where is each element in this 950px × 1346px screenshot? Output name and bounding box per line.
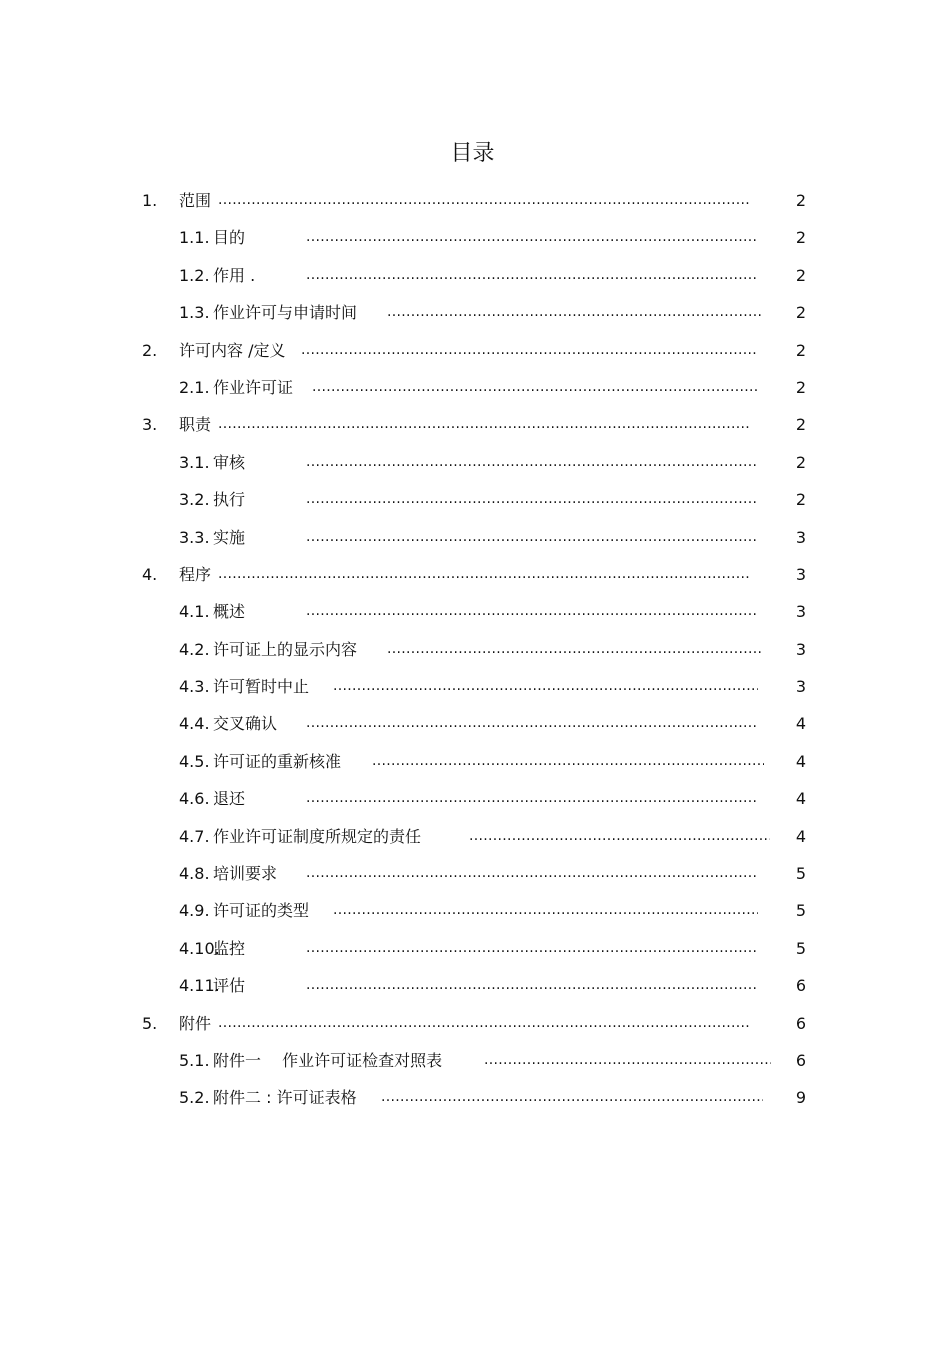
toc-entry[interactable] [0,556,950,593]
toc-leader-dots [306,219,758,256]
toc-entry-number: 5.1. [179,1050,210,1070]
toc-entry-label: 退还 [213,789,246,809]
toc-entry-label: 范围 [179,191,212,210]
toc-entry-page: 3 [795,527,806,547]
toc-entry-number: 3.2. [179,490,210,510]
toc-entry-label: 实施 [213,527,246,547]
toc-entry-page: 4 [795,826,806,846]
toc-entry-number: 4.11. [179,976,220,996]
toc-entry-number: 4.2. [179,639,210,659]
toc-entry-number: 4.6. [179,789,210,809]
toc-entry-number: 1. [142,191,158,210]
toc-leader-dots [469,818,770,855]
toc-leader-dots [306,519,758,556]
toc-leader-dots [306,257,758,294]
toc-entry[interactable] [0,593,950,630]
toc-entry-page: 2 [795,228,806,248]
toc-leader-dots [218,1005,751,1042]
toc-entry-number: 4.7. [179,826,210,846]
toc-entry-page: 4 [795,714,806,734]
toc-entry[interactable] [0,519,950,556]
toc-entry-label: 概述 [213,602,246,622]
toc-entry-page: 3 [795,677,806,697]
toc-entry-label: 附件一 作业许可证检查对照表 [213,1050,443,1070]
toc-leader-dots [333,892,758,929]
toc-entry-label: 评估 [213,976,246,996]
toc-entry[interactable] [0,406,950,443]
toc-entry[interactable] [0,855,950,892]
toc-leader-dots [306,967,758,1004]
toc-entry-page: 9 [795,1088,806,1108]
toc-entry-label: 审核 [213,452,246,472]
toc-entry[interactable] [0,668,950,705]
toc-entry-number: 1.1. [179,228,210,248]
toc-entry-page: 3 [795,564,806,584]
toc-entry-label: 作用 . [213,265,256,285]
toc-entry[interactable] [0,967,950,1004]
toc-entry[interactable] [0,1079,950,1116]
toc-leader-dots [306,593,758,630]
toc-leader-dots [372,743,764,780]
toc-entry-number: 4. [142,564,158,584]
toc-leader-dots [306,855,758,892]
toc-entry-label: 职责 [179,415,212,435]
toc-leader-dots [484,1042,771,1079]
toc-entry-label: 许可暂时中止 [213,677,310,697]
toc-leader-dots [387,631,763,668]
toc-leader-dots [306,930,758,967]
toc-entry-page: 2 [795,265,806,285]
toc-entry-label: 目的 [213,228,246,248]
toc-entry[interactable] [0,892,950,929]
toc-entry[interactable] [0,444,950,481]
toc-entry-label: 作业许可证 [213,377,294,397]
toc-entry-number: 3.3. [179,527,210,547]
toc-entry-page: 6 [795,976,806,996]
toc-entry-number: 2. [142,340,158,360]
toc-entry-label: 许可内容 /定义 [179,340,286,360]
toc-entry-page: 6 [795,1013,806,1033]
toc-entry-number: 3.1. [179,452,210,472]
toc-entry[interactable] [0,705,950,742]
toc-entry-label: 许可证的类型 [213,901,310,921]
toc-entry-number: 1.3. [179,303,210,323]
toc-entry[interactable] [0,369,950,406]
toc-leader-dots [381,1079,763,1116]
toc-entry-number: 4.10. [179,938,220,958]
toc-entry-label: 作业许可与申请时间 [213,303,358,323]
toc-entry-number: 2.1. [179,377,210,397]
toc-leader-dots [387,294,763,331]
toc-list [0,182,950,1117]
toc-entry-number: 4.1. [179,602,210,622]
toc-entry[interactable] [0,631,950,668]
toc-entry-page: 2 [795,303,806,323]
toc-leader-dots [306,780,758,817]
toc-entry[interactable] [0,1005,950,1042]
toc-entry-label: 执行 [213,490,246,510]
toc-entry[interactable] [0,780,950,817]
toc-entry-label: 许可证的重新核准 [213,751,342,771]
toc-entry-page: 5 [795,901,806,921]
toc-entry-number: 4.5. [179,751,210,771]
toc-entry-label: 监控 [213,938,246,958]
toc-entry-number: 4.4. [179,714,210,734]
toc-entry-page: 5 [795,938,806,958]
toc-leader-dots [306,481,758,518]
toc-leader-dots [218,556,751,593]
toc-entry[interactable] [0,182,950,219]
toc-entry-page: 4 [795,789,806,809]
toc-entry-label: 培训要求 [213,864,278,884]
toc-entry[interactable] [0,257,950,294]
toc-entry-page: 2 [795,191,806,210]
toc-leader-dots [218,406,751,443]
toc-entry[interactable] [0,219,950,256]
toc-entry[interactable] [0,930,950,967]
toc-entry-label: 附件二 : 许可证表格 [213,1088,357,1108]
toc-entry-page: 2 [795,340,806,360]
toc-leader-dots [218,182,751,219]
toc-entry-label: 附件 [179,1013,212,1033]
toc-entry-page: 2 [795,452,806,472]
toc-leader-dots [301,332,757,369]
toc-entry-page: 3 [795,602,806,622]
toc-title: 目录 [450,141,495,166]
toc-leader-dots [312,369,758,406]
toc-entry[interactable] [0,1042,950,1079]
toc-entry-number: 4.9. [179,901,210,921]
toc-entry-page: 3 [795,639,806,659]
toc-entry-number: 4.8. [179,864,210,884]
toc-entry-number: 3. [142,415,158,435]
toc-leader-dots [306,444,758,481]
toc-entry-page: 5 [795,864,806,884]
toc-entry-label: 交叉确认 [213,714,278,734]
toc-entry-number: 4.3. [179,677,210,697]
toc-entry[interactable] [0,294,950,331]
toc-entry-page: 6 [795,1050,806,1070]
toc-leader-dots [306,705,758,742]
toc-entry-page: 2 [795,490,806,510]
toc-entry-label: 作业许可证制度所规定的责任 [213,826,422,846]
toc-entry-page: 2 [795,415,806,435]
toc-entry[interactable] [0,818,950,855]
toc-entry[interactable] [0,481,950,518]
toc-leader-dots [333,668,758,705]
toc-entry[interactable] [0,332,950,369]
toc-entry-label: 许可证上的显示内容 [213,639,358,659]
toc-entry-number: 5.2. [179,1088,210,1108]
toc-entry-page: 2 [795,377,806,397]
toc-entry[interactable] [0,743,950,780]
toc-entry-number: 1.2. [179,265,210,285]
toc-entry-number: 5. [142,1013,158,1033]
toc-entry-page: 4 [795,751,806,771]
toc-entry-label: 程序 [179,564,212,584]
